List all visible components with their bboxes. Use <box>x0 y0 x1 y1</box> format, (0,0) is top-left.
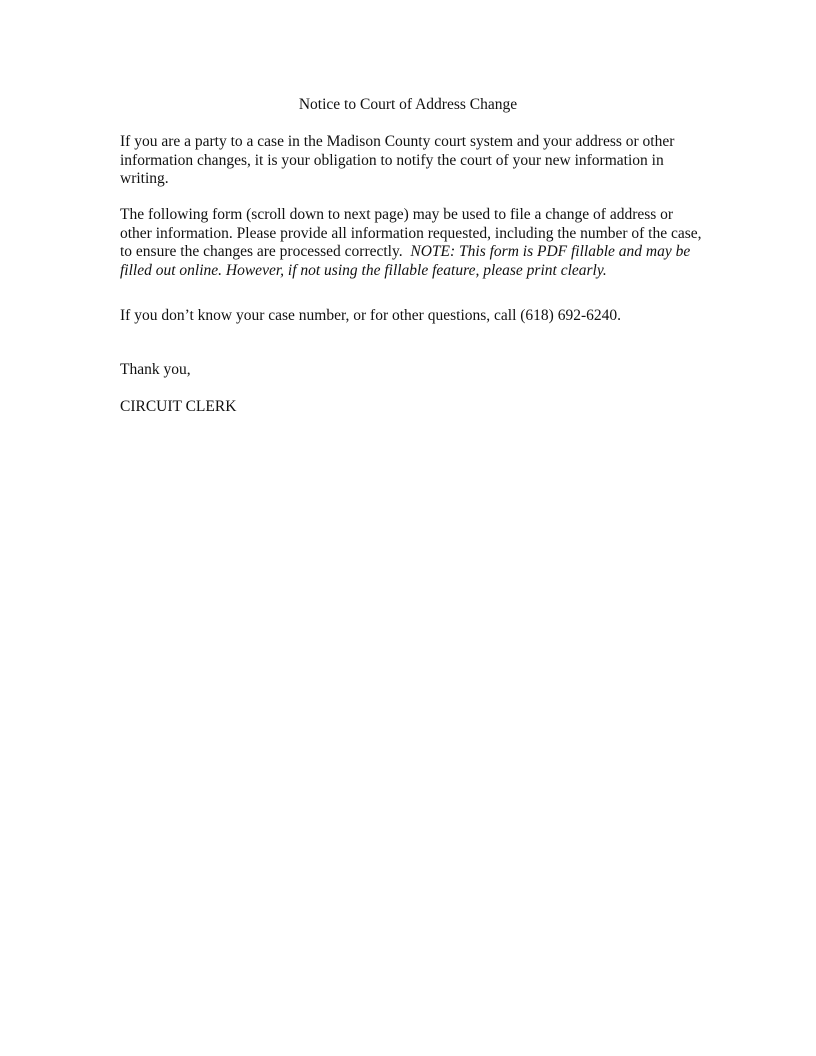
fillable-note: NOTE: This form is PDF fillable and may be filled out online. However, if not using the fillable feature, please print clearly. <box>120 243 691 279</box>
closing-line: Thank you, <box>120 361 191 378</box>
paragraph-contact: If you don’t know your case number, or for other questions, call (618) 692-6240. <box>120 307 622 324</box>
form-instructions-text: The following form (scroll down to next page) may be used to file a change of address or other information. Please provide all information requested, including the number of the case, to ensure the changes are processed correctly. <box>120 206 702 260</box>
paragraph-form-instructions <box>120 206 702 280</box>
signature: CIRCUIT CLERK <box>120 398 237 415</box>
document-title: Notice to Court of Address Change <box>298 96 518 113</box>
paragraph-obligation: If you are a party to a case in the Madison County court system and your address or other information changes, it is your obligation to notify the court of your new information in writing. <box>120 133 675 187</box>
